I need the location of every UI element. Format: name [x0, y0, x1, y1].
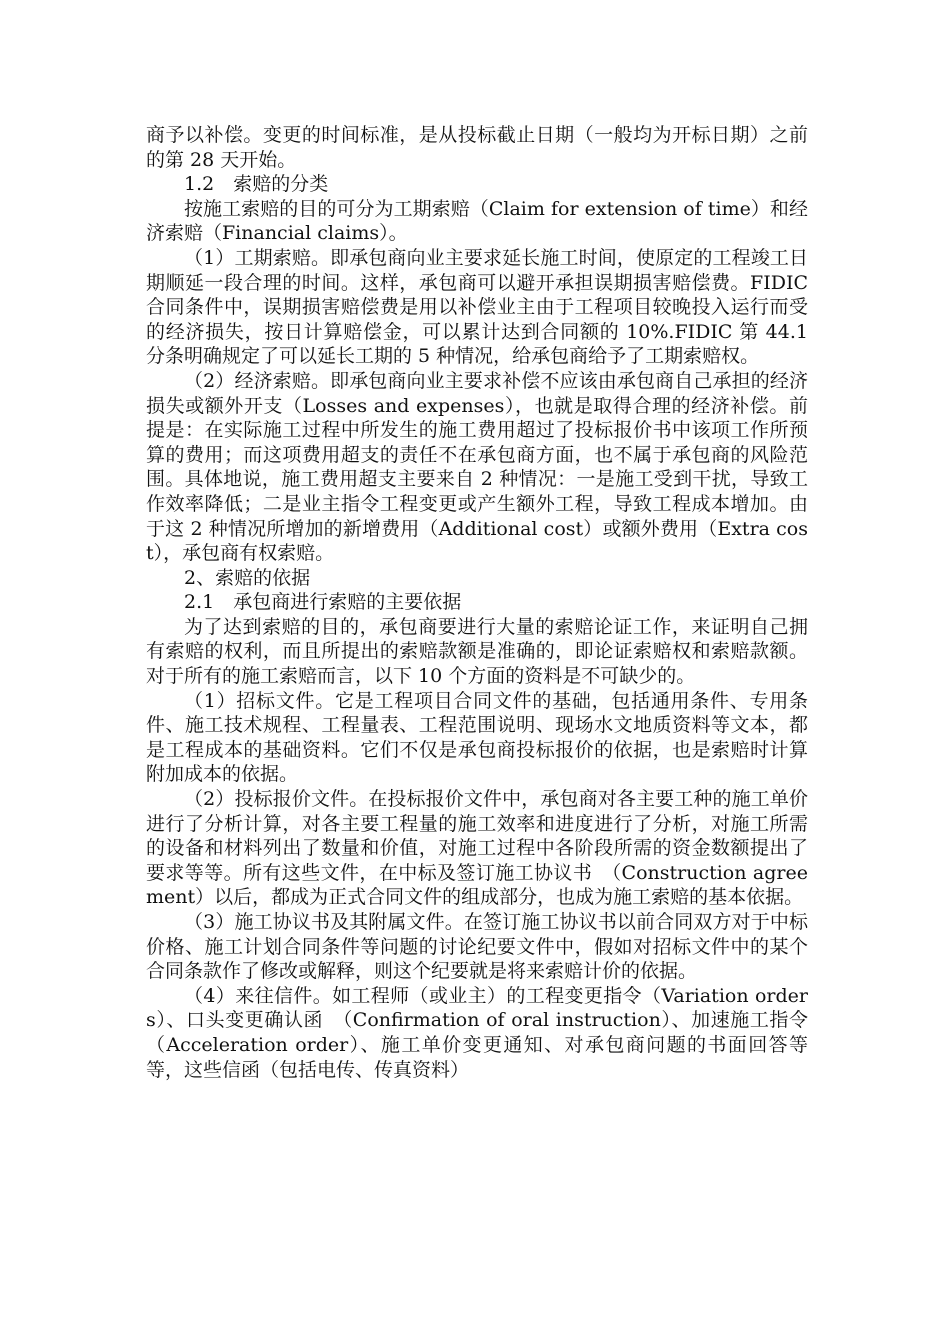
paragraph-construction-agreement: （3）施工协议书及其附属文件。在签订施工协议书以前合同双方对于中标价格、施工计划合同条件等问题的讨论纪要文件中，假如对招标文件中的某个合同条款作了修改或解释，则这个纪要就是将来索赔计价的依据。 — [146, 911, 808, 983]
section-heading-1-2: 1.2 索赔的分类 — [184, 173, 329, 196]
section-heading-2-1: 2.1 承包商进行索赔的主要依据 — [184, 591, 462, 614]
paragraph-economic-claim: （2）经济索赔。即承包商向业主要求补偿不应该由承包商自己承担的经济损失或额外开支（Losses and expenses），也就是取得合理的经济补偿。前提是：在实际施工过程中所发生的施工费用超过了投标报价书中该项工作所预算的费用；而这项费用超支的责任不在承包商方面，也不属于承包商的风险范围。具体地说，施工费用超支主要来自 2 种情况：一是施工受到干扰，导致工作效率降低；二是业主指令工程变更或产生额外工程，导致工程成本增加。由于这 2 种情况所增加的新增费用（Additional cost）或额外费用（Extra cost），承包商有权索赔。 — [146, 369, 808, 565]
paragraph-tender-documents: （1）招标文件。它是工程项目合同文件的基础，包括通用条件、专用条件、施工技术规程、工程量表、工程范围说明、现场水文地质资料等文本，都是工程成本的基础资料。它们不仅是承包商投标报价的依据，也是索赔时计算附加成本的依据。 — [146, 689, 808, 786]
paragraph-continuation: 商予以补偿。变更的时间标准，是从投标截止日期（一般均为开标日期）之前的第 28 天开始。 — [146, 124, 808, 171]
paragraph-claim-types: 按施工索赔的目的可分为工期索赔（Claim for extension of time）和经济索赔（Financial claims）。 — [146, 197, 808, 245]
paragraph-claim-basis-intro: 为了达到索赔的目的，承包商要进行大量的索赔论证工作，来证明自己拥有索赔的权利，而且所提出的索赔款额是准确的，即论证索赔权和索赔款额。对于所有的施工索赔而言，以下 10 个方面的资料是不可缺少的。 — [146, 615, 808, 688]
paragraph-bid-documents: （2）投标报价文件。在投标报价文件中，承包商对各主要工种的施工单价进行了分析计算，对各主要工程量的施工效率和进度进行了分析，对施工所需的设备和材料列出了数量和价值，对施工过程中各阶段所需的资金数额提出了要求等等。所有这些文件，在中标及签订施工协议书 （Construction agreement）以后，都成为正式合同文件的组成部分，也成为施工索赔的基本依据。 — [146, 788, 808, 909]
paragraph-correspondence: （4）来往信件。如工程师（或业主）的工程变更指令（Variation orders）、口头变更确认函 （Confirmation of oral instruction）、加速施工指令（Acceleration order）、施工单价变更通知、对承包商问题的书面回答等等，这些信函（包括电传、传真资料） — [146, 984, 808, 1081]
document-body — [146, 123, 808, 1082]
paragraph-time-claim: （1）工期索赔。即承包商向业主要求延长施工时间，使原定的工程竣工日期顺延一段合理的时间。这样，承包商可以避开承担误期损害赔偿费。FIDIC 合同条件中，误期损害赔偿费是用以补偿业主由于工程项目较晚投入运行而受的经济损失，按日计算赔偿金，可以累计达到合同额的 10%.FIDIC 第 44.1 分条明确规定了可以延长工期的 5 种情况，给承包商给予了工期索赔权。 — [146, 246, 808, 368]
section-heading-2: 2、索赔的依据 — [184, 566, 311, 589]
